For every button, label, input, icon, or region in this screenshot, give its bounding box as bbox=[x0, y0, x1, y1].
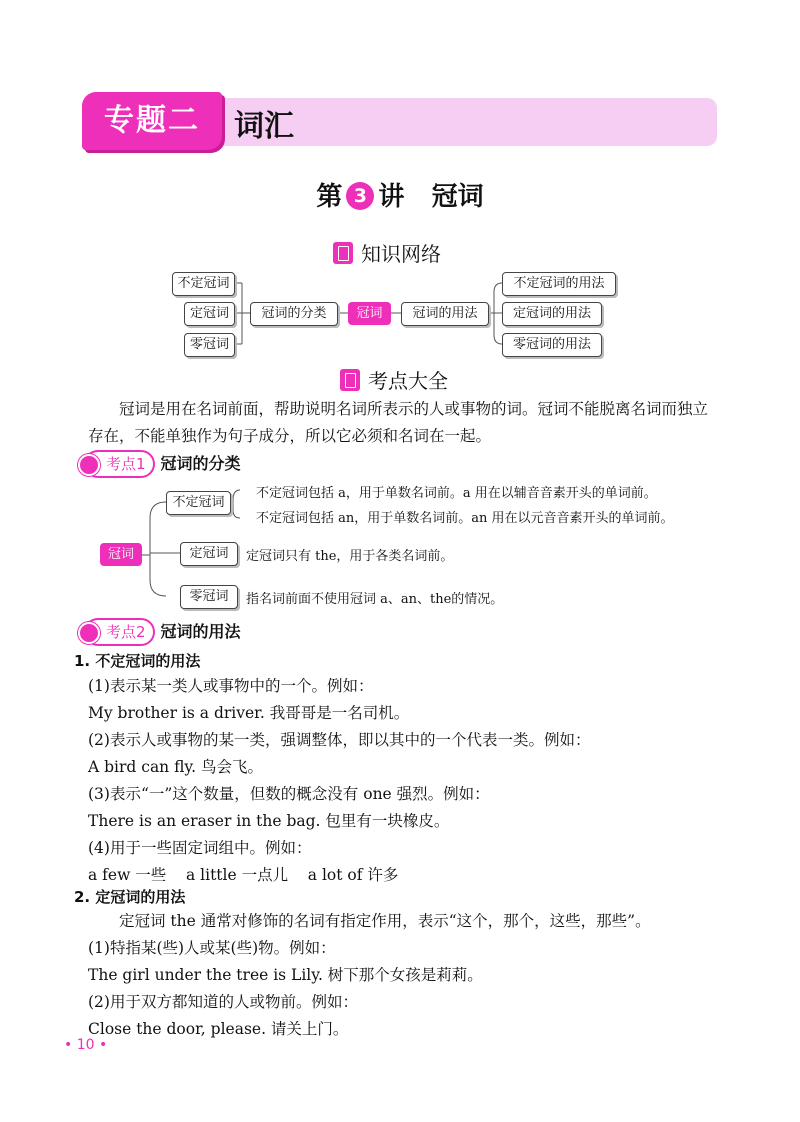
usage-line: A bird can fly. 鸟会飞。 bbox=[88, 758, 263, 776]
indef-label: 不定冠词 bbox=[166, 491, 231, 515]
usage-line: (2)表示人或事物的某一类，强调整体，即以其中的一个代表一类。例如： bbox=[88, 731, 591, 749]
network-classification: 冠词的分类 bbox=[250, 302, 338, 326]
network-heading-text: 知识网络 bbox=[361, 242, 441, 266]
topic-tab-label: 专题二 bbox=[104, 103, 200, 138]
dot-icon: • bbox=[99, 1037, 108, 1053]
usage-heading-1: 1. 不定冠词的用法 bbox=[74, 652, 201, 670]
kaodian-1-title: 冠词的分类 bbox=[160, 454, 241, 473]
lecture-suffix: 讲 bbox=[378, 182, 405, 212]
kaodian-2-title: 冠词的用法 bbox=[160, 622, 241, 641]
usage-line: a few 一些 a little 一点儿 a lot of 许多 bbox=[88, 866, 399, 884]
usage-line: (3)表示“一”这个数量，但数的概念没有 one 强烈。例如： bbox=[88, 785, 490, 803]
page-number-text: 10 bbox=[76, 1037, 95, 1053]
classification-root: 冠词 bbox=[100, 543, 142, 566]
kaodian-2-badge: 考点2 bbox=[84, 618, 155, 646]
overview-heading-text: 考点大全 bbox=[368, 369, 448, 393]
kaodian-1-badge: 考点1 bbox=[84, 450, 155, 478]
topic-title: 词汇 bbox=[234, 109, 294, 144]
usage-list-1 bbox=[88, 673, 728, 889]
usage-line: (4)用于一些固定词组中。例如： bbox=[88, 839, 312, 857]
zero-text: 指名词前面不使用冠词 a、an、the的情况。 bbox=[246, 592, 504, 607]
definite-intro: 定冠词 the 通常对修饰的名词有指定作用，表示“这个，那个，这些，那些”。 bbox=[119, 912, 651, 930]
page-number bbox=[64, 1037, 107, 1053]
network-left-item: 零冠词 bbox=[184, 333, 235, 357]
network-right-item: 定冠词的用法 bbox=[502, 302, 602, 326]
usage-line: (1)特指某(些)人或某(些)物。例如： bbox=[88, 939, 336, 957]
usage-list-2 bbox=[88, 908, 728, 1043]
network-right-item: 零冠词的用法 bbox=[502, 333, 602, 357]
def-label: 定冠词 bbox=[180, 542, 238, 566]
intro-paragraph: 冠词是用在名词前面，帮助说明名词所表示的人或事物的词。冠词不能脱离名词而独立存在，不能单独作为句子成分，所以它必须和名词在一起。 bbox=[88, 400, 709, 445]
usage-line: (1)表示某一类人或事物中的一个。例如： bbox=[88, 677, 374, 695]
network-center: 冠词 bbox=[348, 302, 391, 325]
dot-icon: • bbox=[64, 1037, 73, 1053]
indef-line-2: 不定冠词包括 an，用于单数名词前。an 用在以元音音素开头的单词前。 bbox=[256, 511, 674, 526]
lecture-topic: 冠词 bbox=[431, 182, 484, 212]
def-text: 定冠词只有 the，用于各类名词前。 bbox=[246, 549, 454, 564]
lecture-prefix: 第 bbox=[316, 182, 343, 212]
usage-line: The girl under the tree is Lily. 树下那个女孩是莉莉。 bbox=[88, 966, 483, 984]
usage-line: (2)用于双方都知道的人或物前。例如： bbox=[88, 993, 358, 1011]
indef-line-1: 不定冠词包括 a，用于单数名词前。a 用在以辅音音素开头的单词前。 bbox=[256, 486, 657, 501]
network-left-item: 定冠词 bbox=[184, 302, 235, 326]
network-left-item: 不定冠词 bbox=[172, 272, 235, 296]
usage-line: Close the door, please. 请关上门。 bbox=[88, 1020, 349, 1038]
usage-heading-2: 2. 定冠词的用法 bbox=[74, 888, 186, 906]
zero-label: 零冠词 bbox=[180, 585, 238, 609]
kaodian-2-heading bbox=[84, 618, 241, 646]
usage-line: There is an eraser in the bag. 包里有一块橡皮。 bbox=[88, 812, 450, 830]
network-right-item: 不定冠词的用法 bbox=[502, 272, 616, 296]
usage-line: My brother is a driver. 我哥哥是一名司机。 bbox=[88, 704, 410, 722]
lecture-number: 3 bbox=[346, 182, 374, 210]
network-usage: 冠词的用法 bbox=[401, 302, 489, 326]
